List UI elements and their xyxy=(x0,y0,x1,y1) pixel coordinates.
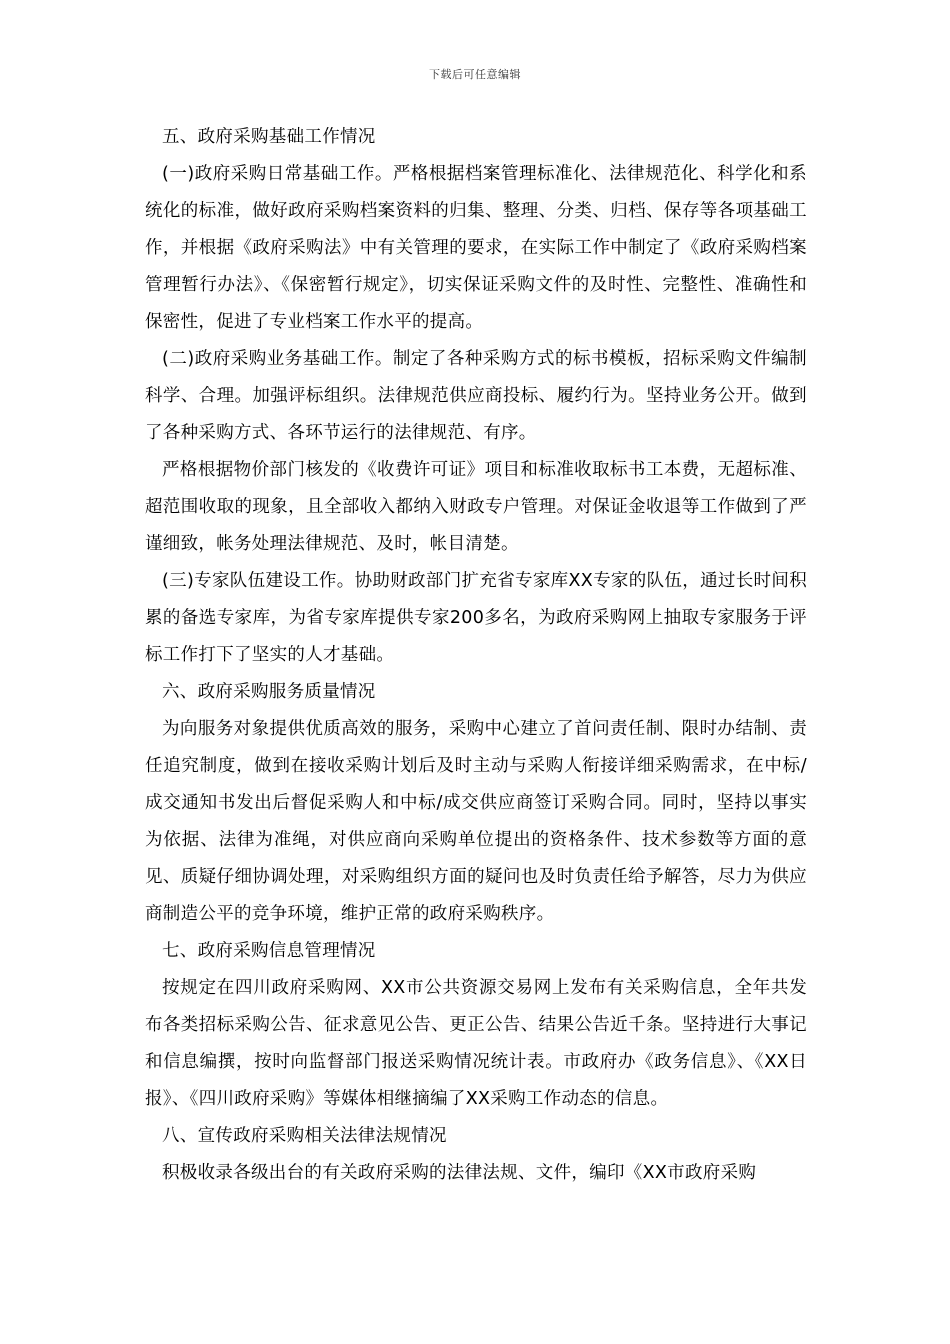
section-heading-8: 八、宣传政府采购相关法律法规情况 xyxy=(162,1126,447,1146)
paragraph-publicity: 积极收录各级出台的有关政府采购的法律法规、文件，编印《XX市政府采购 xyxy=(162,1163,757,1183)
paragraph-expert-team: (三)专家队伍建设工作。协助财政部门扩充省专家库XX专家的队伍，通过长时间积累的备选专家库，为省专家库提供专家200多名，为政府采购网上抽取专家服务于评标工作打下了坚实的人才基础。 xyxy=(145,571,807,665)
paragraph-fee-collection: 严格根据物价部门核发的《收费许可证》项目和标准收取标书工本费，无超标准、超范围收取的现象，且全部收入都纳入财政专户管理。对保证金收退等工作做到了严谨细致，帐务处理法律规范、及时，帐目清楚。 xyxy=(145,460,807,554)
paragraph-service-quality: 为向服务对象提供优质高效的服务，采购中心建立了首问责任制、限时办结制、责任追究制度，做到在接收采购计划后及时主动与采购人衔接详细采购需求，在中标/成交通知书发出后督促采购人和中标/成交供应商签订采购合同。同时，坚持以事实为依据、法律为准绳，对供应商向采购单位提出的资格条件、技术参数等方面的意见、质疑仔细协调处理，对采购组织方面的疑问也及时负责任给予解答，尽力为供应商制造公平的竞争环境，维护正常的政府采购秩序。 xyxy=(145,719,807,924)
section-heading-6: 六、政府采购服务质量情况 xyxy=(162,682,376,702)
header-note: 下载后可任意编辑 xyxy=(429,68,521,81)
document-body xyxy=(145,119,807,1192)
paragraph-information-management: 按规定在四川政府采购网、XX市公共资源交易网上发布有关采购信息，全年共发布各类招标采购公告、征求意见公告、更正公告、结果公告近千条。坚持进行大事记和信息编撰，按时向监督部门报送采购情况统计表。市政府办《政务信息》、《XX日报》、《四川政府采购》等媒体相继摘编了XX采购工作动态的信息。 xyxy=(145,978,807,1109)
section-heading-5: 五、政府采购基础工作情况 xyxy=(162,127,376,147)
paragraph-daily-basic-work: (一)政府采购日常基础工作。严格根据档案管理标准化、法律规范化、科学化和系统化的标准，做好政府采购档案资料的归集、整理、分类、归档、保存等各项基础工作，并根据《政府采购法》中有关管理的要求，在实际工作中制定了《政府采购档案管理暂行办法》、《保密暂行规定》，切实保证采购文件的及时性、完整性、准确性和保密性，促进了专业档案工作水平的提高。 xyxy=(145,164,807,332)
section-heading-7: 七、政府采购信息管理情况 xyxy=(162,941,376,961)
paragraph-business-basic-work: (二)政府采购业务基础工作。制定了各种采购方式的标书模板，招标采购文件编制科学、合理。加强评标组织。法律规范供应商投标、履约行为。坚持业务公开。做到了各种采购方式、各环节运行的法律规范、有序。 xyxy=(145,349,807,443)
